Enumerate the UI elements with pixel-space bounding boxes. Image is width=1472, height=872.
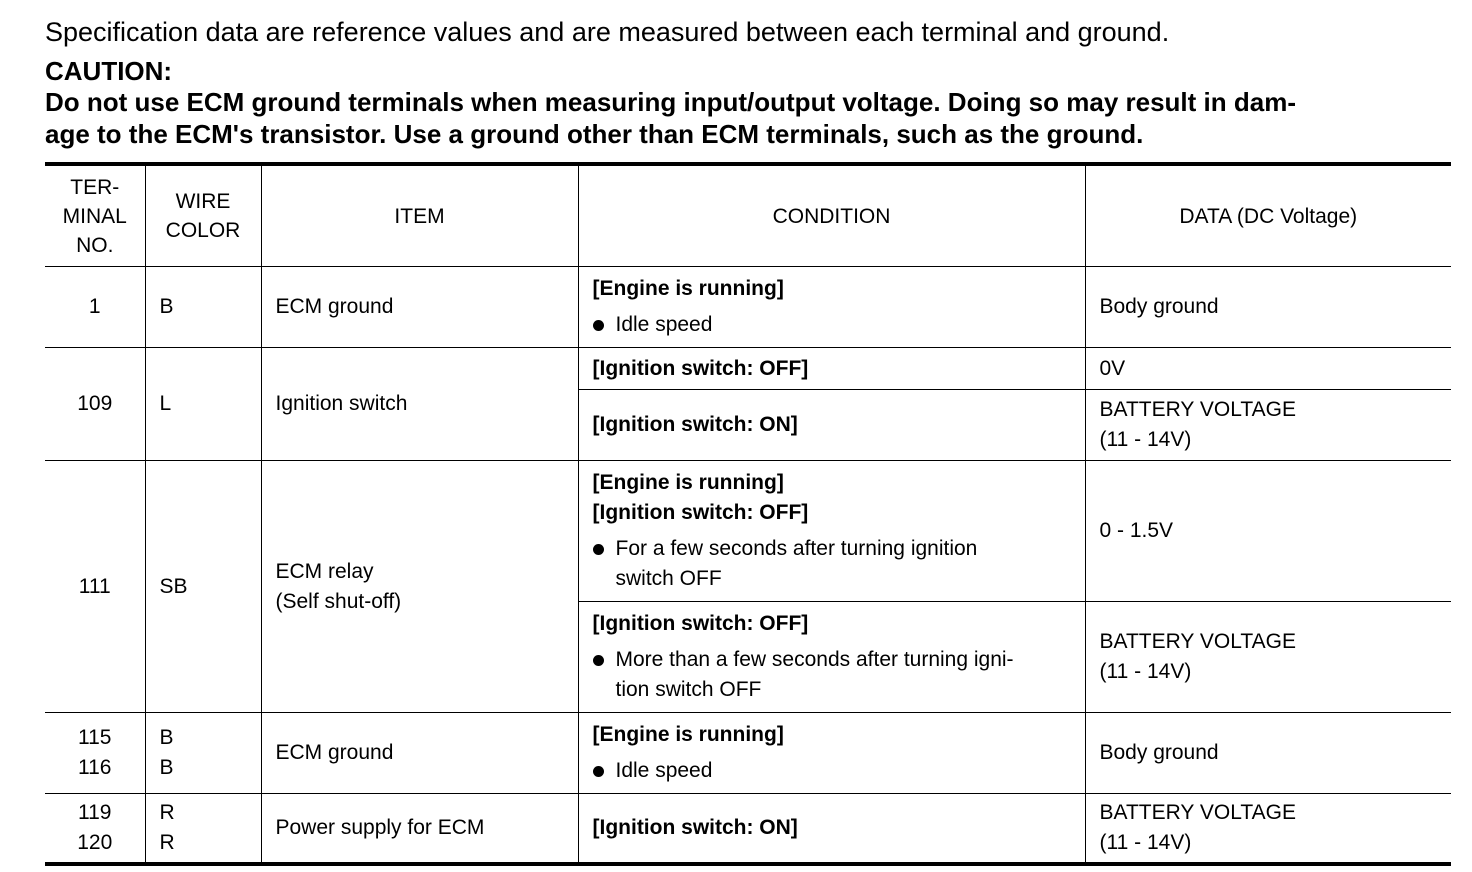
terminal-cell: 111 xyxy=(45,461,145,713)
data-cell: 0 - 1.5V xyxy=(1085,461,1451,602)
header-data: DATA (DC Voltage) xyxy=(1085,164,1451,267)
condition-cell xyxy=(578,267,1085,348)
table-row xyxy=(45,461,1451,602)
table-row xyxy=(45,713,1451,794)
item-cell: Power supply for ECM xyxy=(261,794,578,865)
caution-title: CAUTION: xyxy=(45,56,173,86)
wire-color-cell: R R xyxy=(145,794,261,865)
caution-text xyxy=(45,86,1450,150)
condition-cell xyxy=(578,794,1085,865)
item-cell: Ignition switch xyxy=(261,348,578,461)
item-cell: ECM ground xyxy=(261,267,578,348)
condition-bullet: Idle speed xyxy=(593,310,1071,340)
table-header-row xyxy=(45,164,1451,267)
wire-color-cell: L xyxy=(145,348,261,461)
condition-title: [Engine is running] xyxy=(592,277,784,300)
data-cell: BATTERY VOLTAGE (11 - 14V) xyxy=(1085,794,1451,865)
item-cell: ECM ground xyxy=(261,713,578,794)
condition-title: [Engine is running] xyxy=(592,471,784,494)
terminal-cell: 109 xyxy=(45,348,145,461)
wire-color-cell: B xyxy=(145,267,261,348)
table-row xyxy=(45,794,1451,865)
terminal-cell: 1 xyxy=(45,267,145,348)
condition-title: [Ignition switch: ON] xyxy=(592,816,798,839)
bullet-icon xyxy=(593,320,604,331)
terminal-spec-table xyxy=(45,162,1451,866)
condition-cell xyxy=(578,602,1085,713)
terminal-cell: 115 116 xyxy=(45,713,145,794)
wire-color-cell: B B xyxy=(145,713,261,794)
data-cell: Body ground xyxy=(1085,713,1451,794)
data-cell: 0V xyxy=(1085,348,1451,390)
item-cell: ECM relay (Self shut-off) xyxy=(261,461,578,713)
header-item: ITEM xyxy=(261,164,578,267)
caution-line: Do not use ECM ground terminals when measuring input/output voltage. Doing so may result in dam- xyxy=(45,87,1296,117)
condition-cell xyxy=(578,713,1085,794)
intro-text: Specification data are reference values and are measured between each terminal and ground. xyxy=(45,17,1170,47)
caution-line: age to the ECM's transistor. Use a ground other than ECM terminals, such as the ground. xyxy=(45,119,1144,149)
condition-cell xyxy=(578,390,1085,461)
condition-title: [Ignition switch: OFF] xyxy=(592,501,809,524)
data-cell: BATTERY VOLTAGE (11 - 14V) xyxy=(1085,602,1451,713)
condition-title: [Ignition switch: OFF] xyxy=(592,612,809,635)
bullet-icon xyxy=(593,544,604,555)
data-cell: BATTERY VOLTAGE (11 - 14V) xyxy=(1085,390,1451,461)
condition-cell xyxy=(578,348,1085,390)
document-page xyxy=(45,14,1450,150)
condition-title: [Engine is running] xyxy=(592,723,784,746)
table-row xyxy=(45,267,1451,348)
condition-title: [Ignition switch: ON] xyxy=(592,413,798,436)
bullet-icon xyxy=(593,766,604,777)
table-row xyxy=(45,348,1451,390)
terminal-cell: 119 120 xyxy=(45,794,145,865)
condition-bullet: Idle speed xyxy=(593,756,1071,786)
header-wire-color: WIRE COLOR xyxy=(145,164,261,267)
bullet-icon xyxy=(593,655,604,666)
header-terminal-no: TER- MINAL NO. xyxy=(45,164,145,267)
condition-bullet: More than a few seconds after turning igni- tion switch OFF xyxy=(593,645,1071,705)
condition-title: [Ignition switch: OFF] xyxy=(592,356,809,380)
condition-bullet: For a few seconds after turning ignition switch OFF xyxy=(593,534,1071,594)
data-cell: Body ground xyxy=(1085,267,1451,348)
wire-color-cell: SB xyxy=(145,461,261,713)
condition-cell xyxy=(578,461,1085,602)
header-condition: CONDITION xyxy=(578,164,1085,267)
